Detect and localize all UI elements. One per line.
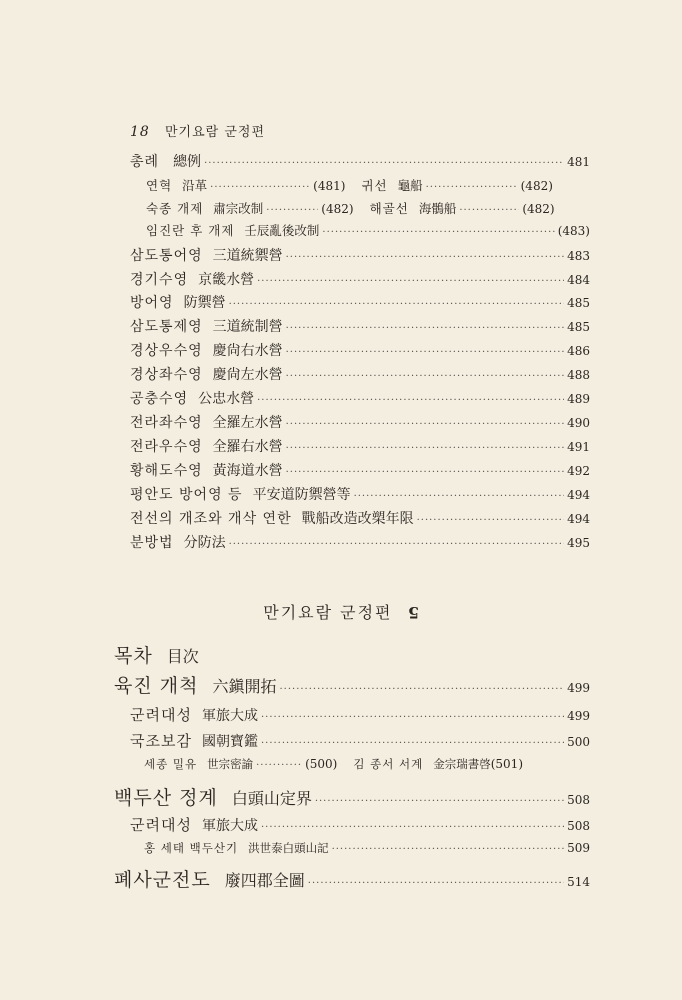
entry-korean: 삼도통어영 (130, 248, 203, 264)
entry-page: 508 (567, 793, 590, 807)
entry-page: (481) (313, 179, 346, 193)
toc-entry (130, 437, 590, 457)
entry-page: 491 (567, 440, 590, 454)
entry-korean: 연혁 (146, 178, 173, 193)
leader-dots (256, 756, 302, 776)
toc-entry (130, 413, 590, 433)
entry-hanja: 慶尙左水營 (212, 367, 283, 383)
entry-korean: 군려대성 (130, 706, 192, 724)
entry-page: 492 (567, 464, 590, 478)
entry-page: 499 (567, 709, 590, 723)
entry-korean: 국조보감 (130, 732, 192, 750)
leader-dots (210, 178, 310, 198)
leader-dots (279, 677, 564, 703)
contents-heading (114, 643, 590, 669)
entry-page: 508 (567, 819, 590, 833)
entry-page: (482) (522, 202, 555, 216)
toc-entry (130, 815, 590, 835)
entry-hanja: 壬辰亂後改制 (244, 223, 320, 238)
entry-korean: 평안도 방어영 등 (130, 487, 243, 503)
entry-korean: 전선의 개조와 개삭 연한 (130, 511, 292, 527)
leader-dots (315, 789, 564, 815)
entry-korean: 폐사군전도 (114, 869, 211, 891)
entry-page: 489 (567, 392, 590, 406)
entry-hanja: 黃海道水營 (212, 463, 283, 479)
toc-subentry (144, 838, 590, 858)
entry-hanja: 六鎭開拓 (212, 677, 277, 696)
entry-korean: 총례 (130, 154, 160, 170)
entry-hanja: 總例 (173, 154, 202, 170)
entry-hanja: 全羅左水營 (212, 415, 283, 431)
entry-page: 485 (567, 320, 590, 334)
toc-entry (130, 317, 590, 337)
toc-entry (130, 485, 590, 505)
entry-hanja: 平安道防禦營等 (252, 487, 351, 503)
entry-hanja: 三道統制營 (212, 319, 283, 335)
toc-entry (130, 705, 590, 725)
running-header (130, 121, 265, 140)
entry-hanja: 世宗密諭 (207, 757, 254, 771)
section-title (0, 600, 682, 623)
toc-subentry-pair (146, 176, 590, 196)
toc-chapter (114, 785, 590, 811)
entry-korean: 경기수영 (130, 272, 189, 288)
leader-dots (257, 391, 564, 411)
entry-page: 494 (567, 488, 590, 502)
running-title: 만기요람 군정편 (164, 125, 266, 140)
entry-hanja: 公忠水營 (198, 391, 255, 407)
toc-entry (130, 461, 590, 481)
leader-dots (229, 535, 565, 555)
toc-chapter (114, 867, 590, 893)
entry-korean: 경상좌수영 (130, 367, 203, 383)
section-title-text: 만기요람 군정편 (263, 603, 393, 622)
entry-hanja: 慶尙右水營 (212, 343, 283, 359)
entry-hanja: 廢四郡全圖 (224, 871, 305, 890)
toc-entry (130, 365, 590, 385)
toc-entry (130, 341, 590, 361)
entry-hanja: 洪世泰白頭山記 (248, 841, 329, 855)
entry-hanja: 龜船 (397, 178, 423, 193)
entry-korean: 세종 밀유 (144, 757, 198, 771)
leader-dots (229, 295, 565, 315)
entry-korean: 분방법 (130, 535, 174, 551)
leader-dots (266, 201, 318, 221)
entry-korean: 귀선 (361, 178, 388, 193)
entry-page: 490 (567, 416, 590, 430)
leader-dots (459, 201, 519, 221)
entry-korean: 김 종서 서계 (353, 757, 424, 771)
entry-korean: 방어영 (130, 295, 174, 311)
entry-page: 514 (567, 875, 590, 889)
leader-dots (261, 818, 564, 838)
leader-dots (354, 487, 565, 507)
entry-hanja: 海鶻船 (418, 201, 457, 216)
entry-korean: 군려대성 (130, 816, 192, 834)
section-number: 5 (405, 603, 419, 622)
entry-korean: 전라좌수영 (130, 415, 203, 431)
entry-page: 509 (567, 841, 590, 855)
entry-korean: 홍 세태 백두산기 (144, 841, 239, 855)
entry-hanja: 軍旅大成 (201, 818, 258, 834)
entry-korean: 백두산 정계 (114, 787, 218, 809)
entry-hanja: 三道統禦營 (212, 248, 283, 264)
leader-dots (204, 154, 564, 174)
entry-hanja: 沿革 (182, 178, 208, 193)
entry-korean: 임진란 후 개제 (146, 223, 235, 238)
toc-entry (130, 731, 590, 751)
entry-page: (483) (557, 224, 590, 238)
toc-entry (130, 246, 590, 266)
entry-korean: 경상우수영 (130, 343, 203, 359)
toc-entry (130, 509, 590, 529)
leader-dots (426, 178, 518, 198)
entry-korean: 해골선 (369, 201, 409, 216)
toc-entry (130, 270, 590, 290)
entry-hanja: 國朝寶鑑 (201, 734, 258, 750)
toc-subentry-pair (144, 754, 590, 774)
entry-page: 486 (567, 344, 590, 358)
leader-dots (257, 272, 564, 292)
entry-page: 488 (567, 368, 590, 382)
entry-hanja: 京畿水營 (198, 272, 255, 288)
leader-dots (286, 415, 564, 435)
entry-hanja: 目次 (166, 647, 199, 666)
leader-dots (286, 439, 564, 459)
toc-entry (130, 293, 590, 313)
entry-hanja: 全羅右水營 (212, 439, 283, 455)
leader-dots (261, 708, 564, 728)
entry-korean: 목차 (114, 645, 153, 667)
toc-subentry-pair (146, 199, 590, 219)
entry-korean: 숙종 개제 (146, 201, 204, 216)
entry-hanja: 白頭山定界 (231, 789, 312, 808)
page-number: 18 (130, 124, 150, 140)
entry-page: 484 (567, 273, 590, 287)
entry-korean: 삼도통제영 (130, 319, 203, 335)
leader-dots (417, 511, 565, 531)
entry-hanja: 戰船改造改槊年限 (301, 511, 414, 527)
leader-dots (332, 840, 565, 860)
entry-page: (482) (321, 202, 354, 216)
leader-dots (286, 343, 564, 363)
entry-korean: 육진 개척 (114, 675, 199, 697)
leader-dots (286, 463, 564, 483)
leader-dots (261, 734, 564, 754)
leader-dots (308, 871, 564, 897)
entry-hanja: 軍旅大成 (201, 708, 258, 724)
entry-page: 499 (567, 681, 590, 695)
entry-page: 495 (567, 536, 590, 550)
leader-dots (322, 223, 554, 243)
entry-page: 494 (567, 512, 590, 526)
toc-entry (130, 389, 590, 409)
toc-entry (130, 533, 590, 553)
entry-hanja: 防禦營 (183, 295, 226, 311)
entry-korean: 공충수영 (130, 391, 189, 407)
entry-korean: 황해도수영 (130, 463, 203, 479)
entry-page: (501) (490, 757, 524, 771)
entry-page: (500) (305, 757, 338, 771)
entry-page: 481 (567, 155, 590, 169)
toc-chapter (114, 673, 590, 699)
entry-page: 483 (567, 249, 590, 263)
entry-hanja: 分防法 (183, 535, 226, 551)
entry-page: 485 (567, 296, 590, 310)
leader-dots (286, 319, 564, 339)
entry-hanja: 金宗瑞書啓 (433, 757, 491, 771)
leader-dots (286, 367, 564, 387)
entry-page: (482) (520, 179, 553, 193)
toc-entry (130, 152, 590, 172)
entry-hanja: 肅宗改制 (213, 201, 264, 216)
entry-korean: 전라우수영 (130, 439, 203, 455)
entry-page: 500 (567, 735, 590, 749)
leader-dots (286, 248, 564, 268)
toc-subentry (146, 221, 590, 241)
